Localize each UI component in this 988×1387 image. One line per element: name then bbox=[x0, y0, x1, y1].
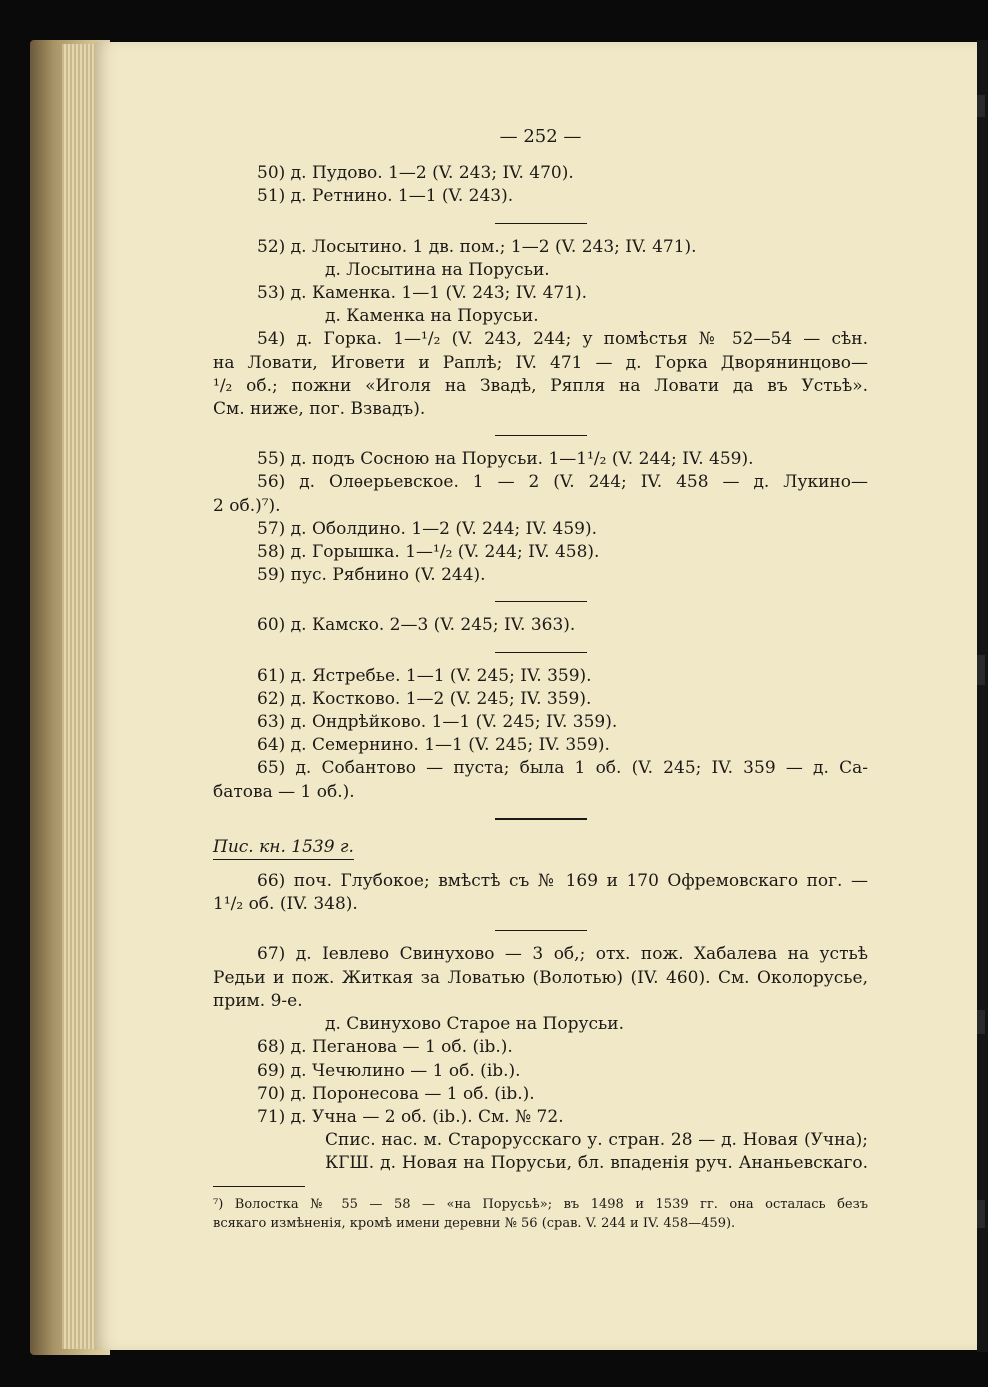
text-line: батова — 1 об.). bbox=[213, 781, 355, 802]
text-line: Спис. нас. м. Старорусскаго у. стран. 28 — д. Новая (Учна); bbox=[325, 1130, 868, 1151]
text-line: 56) д. Олѳерьевское. 1 — 2 (V. 244; IV. 458 — д. Лукино— bbox=[257, 472, 868, 493]
text-line: 53) д. Каменка. 1—1 (V. 243; IV. 471). bbox=[257, 283, 588, 304]
text-line: 54) д. Горка. 1—¹/₂ (V. 243, 244; у помѣстья № 52—54 — сѣн. bbox=[257, 329, 868, 350]
text-line: КГШ. д. Новая на Порусьи, бл. впаденія руч. Ананьевскаго. bbox=[325, 1153, 868, 1174]
page-number: — 252 — bbox=[499, 126, 582, 147]
text-line: 52) д. Лосытино. 1 дв. пом.; 1—2 (V. 243; IV. 471). bbox=[257, 236, 697, 257]
text-line: 51) д. Ретнино. 1—1 (V. 243). bbox=[257, 186, 514, 207]
text-line: Редьи и пож. Житкая за Ловатью (Волотью) (IV. 460). См. Околорусье, bbox=[213, 967, 868, 988]
text-line: 69) д. Чечюлино — 1 об. (ib.). bbox=[257, 1060, 521, 1081]
text-line: 2 об.)⁷). bbox=[213, 495, 281, 516]
section-divider bbox=[495, 435, 587, 436]
text-line: д. Свинухово Старое на Порусьи. bbox=[325, 1014, 625, 1035]
text-line: 61) д. Ястребье. 1—1 (V. 245; IV. 359). bbox=[257, 665, 592, 686]
text-line: д. Каменка на Порусьи. bbox=[325, 306, 539, 327]
text-line: 71) д. Учна — 2 об. (ib.). См. № 72. bbox=[257, 1106, 564, 1127]
text-line: 1¹/₂ об. (IV. 348). bbox=[213, 894, 358, 915]
footnote-line: ⁷) Волостка № 55 — 58 — «на Порусьѣ»; въ 1498 и 1539 гг. она осталась безъ bbox=[213, 1196, 868, 1212]
page-content bbox=[213, 125, 868, 1233]
text-line: 50) д. Пудово. 1—2 (V. 243; IV. 470). bbox=[257, 163, 574, 184]
edge-mark bbox=[977, 95, 985, 117]
section-divider bbox=[495, 223, 587, 224]
section-divider bbox=[495, 818, 587, 820]
text-line: См. ниже, пог. Взвадъ). bbox=[213, 399, 426, 420]
text-line: 68) д. Пеганова — 1 об. (ib.). bbox=[257, 1037, 513, 1058]
text-line: 64) д. Семернино. 1—1 (V. 245; IV. 359). bbox=[257, 735, 610, 756]
text-line: 59) пус. Рябнино (V. 244). bbox=[257, 565, 486, 586]
text-line: на Ловати, Иговети и Раплѣ; IV. 471 — д. Горка Дворянинцово— bbox=[213, 352, 868, 373]
text-line: 67) д. Іевлево Свинухово — 3 об,; отх. пож. Хабалева на устьѣ bbox=[257, 944, 868, 965]
text-line: 63) д. Ондрѣйково. 1—1 (V. 245; IV. 359). bbox=[257, 712, 618, 733]
text-line: 58) д. Горышка. 1—¹/₂ (V. 244; IV. 458). bbox=[257, 542, 600, 563]
edge-mark bbox=[977, 1200, 985, 1228]
edge-mark bbox=[977, 655, 985, 685]
text-line: 70) д. Поронесова — 1 об. (ib.). bbox=[257, 1083, 535, 1104]
source-heading: Пис. кн. 1539 г. bbox=[213, 836, 354, 860]
text-line: ¹/₂ об.; пожни «Иголя на Звадѣ, Ряпля на Ловати да въ Устьѣ». bbox=[213, 375, 868, 396]
section-divider bbox=[495, 652, 587, 653]
edge-mark bbox=[977, 1010, 985, 1034]
text-line: 57) д. Оболдино. 1—2 (V. 244; IV. 459). bbox=[257, 518, 597, 539]
text-line: 65) д. Собантово — пуста; была 1 об. (V. 245; IV. 359 — д. Са- bbox=[257, 758, 868, 779]
text-line: д. Лосытина на Порусьи. bbox=[325, 259, 550, 280]
right-edge bbox=[977, 40, 988, 1352]
footnote-line: всякаго измѣненія, кромѣ имени деревни № 56 (срав. V. 244 и IV. 458—459). bbox=[213, 1215, 736, 1231]
text-line: 60) д. Камско. 2—3 (V. 245; IV. 363). bbox=[257, 615, 576, 636]
text-line: 66) поч. Глубокое; вмѣстѣ съ № 169 и 170 Офремовскаго пог. — bbox=[257, 871, 868, 892]
section-divider bbox=[495, 601, 587, 602]
section-divider bbox=[495, 930, 587, 931]
text-line: прим. 9-е. bbox=[213, 990, 303, 1011]
text-line: 55) д. подъ Сосною на Порусьи. 1—1¹/₂ (V. 244; IV. 459). bbox=[257, 449, 754, 470]
footnote-divider bbox=[213, 1186, 305, 1187]
text-line: 62) д. Костково. 1—2 (V. 245; IV. 359). bbox=[257, 688, 592, 709]
